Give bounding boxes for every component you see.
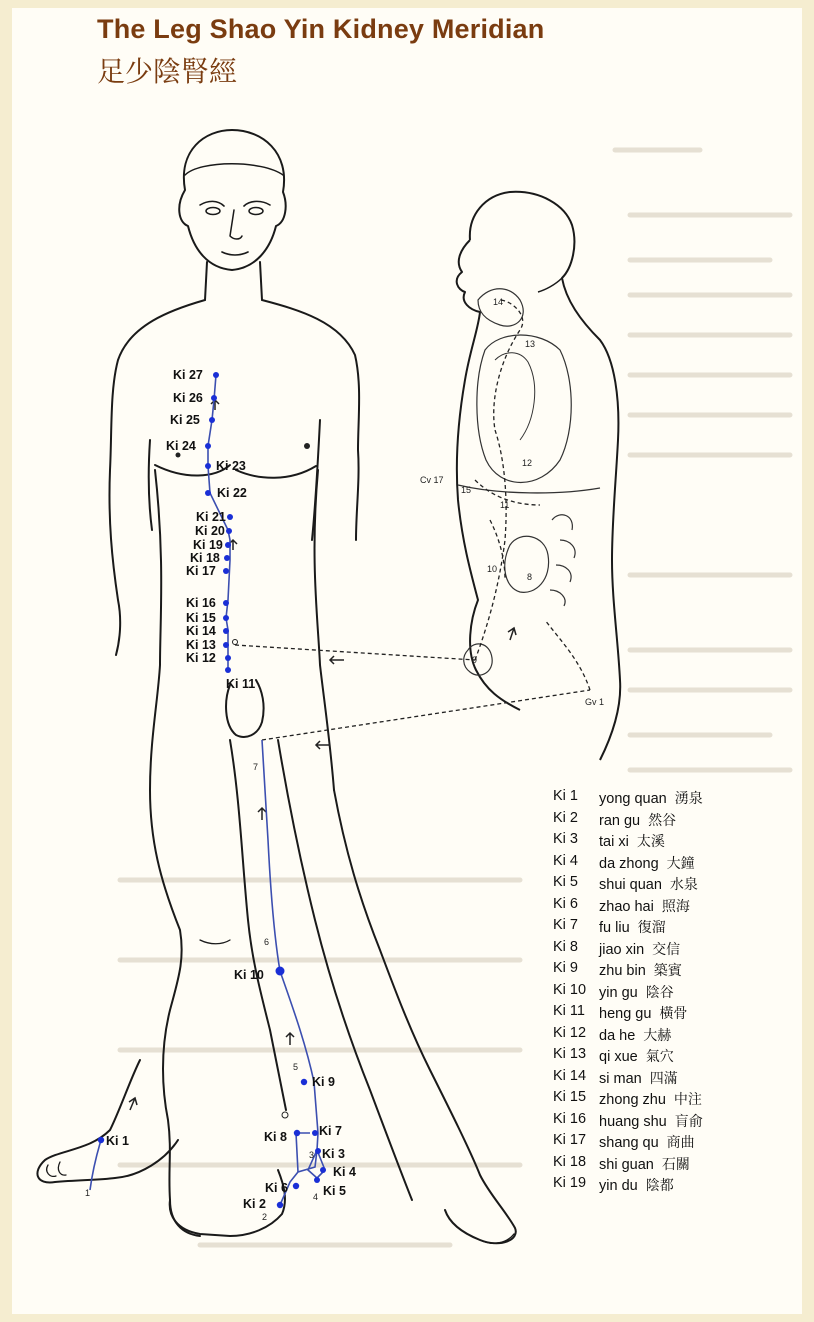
label-ki4: Ki 4 — [333, 1165, 356, 1179]
legend-pinyin: zhao hai — [599, 898, 654, 915]
legend-pinyin: tai xi — [599, 834, 629, 850]
legend-code: Ki 9 — [553, 960, 578, 976]
legend-pinyin-group — [599, 831, 665, 851]
legend-pinyin: yin gu — [599, 984, 638, 1001]
pathway-number: 10 — [487, 564, 498, 574]
gv1-label: Gv 1 — [585, 697, 605, 707]
label-ki10: Ki 10 — [234, 968, 264, 982]
legend-pinyin: shang qu — [599, 1135, 659, 1151]
label-ki11: Ki 11 — [226, 677, 256, 691]
meridian-point — [293, 1183, 299, 1189]
pathway-number: 4 — [313, 1192, 319, 1202]
legend-chinese: 四滿 — [649, 1070, 678, 1087]
legend-code: Ki 14 — [553, 1067, 587, 1084]
background-text-ghost — [120, 150, 790, 1245]
meridian-point — [205, 443, 211, 449]
pathway-number: 2 — [262, 1212, 268, 1222]
point-labels — [106, 368, 356, 1211]
meridian-point — [205, 463, 211, 469]
label-ki12: Ki 12 — [186, 651, 216, 665]
legend-chinese: 交信 — [652, 941, 681, 958]
legend-pinyin: zhu bin — [599, 963, 646, 979]
meridian-point — [277, 1202, 283, 1208]
label-ki14: Ki 14 — [186, 624, 216, 638]
legend-chinese: 照海 — [661, 898, 690, 915]
legend-pinyin: si man — [599, 1070, 642, 1087]
pathway-number: 6 — [264, 937, 270, 947]
legend-pinyin-group — [599, 874, 698, 894]
internal-pathway-dashed — [235, 300, 590, 740]
legend-chinese: 肓俞 — [674, 1113, 703, 1130]
label-ki9: Ki 9 — [312, 1075, 335, 1089]
legend-pinyin: fu liu — [599, 920, 630, 936]
label-ki5: Ki 5 — [323, 1184, 346, 1198]
label-ki25: Ki 25 — [170, 413, 200, 427]
legend-pinyin: da he — [599, 1027, 636, 1044]
legend-chinese: 橫骨 — [659, 1006, 688, 1022]
pathway-number: 7 — [253, 762, 259, 772]
legend-chinese: 陰都 — [645, 1178, 674, 1194]
meridian-point — [213, 372, 219, 378]
legend-chinese: 大鐘 — [666, 855, 695, 872]
legend-pinyin-group — [599, 1132, 695, 1152]
meridian-point — [301, 1079, 307, 1085]
legend-pinyin: yin du — [599, 1178, 638, 1194]
label-ki24: Ki 24 — [166, 439, 196, 453]
legend-pinyin: shi guan — [599, 1156, 654, 1173]
legend-pinyin: huang shu — [599, 1113, 667, 1130]
legend-code: Ki 7 — [553, 917, 578, 933]
pathway-number: 15 — [461, 485, 472, 495]
label-ki17: Ki 17 — [186, 564, 216, 578]
legend-pinyin-group — [599, 1025, 671, 1045]
label-ki7: Ki 7 — [319, 1124, 342, 1138]
label-ki18: Ki 18 — [190, 551, 220, 565]
pathway-number: 1 — [85, 1188, 91, 1198]
legend-pinyin-group — [599, 982, 674, 1002]
legend-pinyin: qi xue — [599, 1049, 638, 1065]
meridian-point — [224, 555, 230, 561]
legend-chinese: 然谷 — [648, 812, 677, 829]
pathway-number: 12 — [522, 458, 533, 468]
legend-pinyin: yong quan — [599, 791, 667, 807]
pathway-number: 11 — [500, 500, 510, 510]
pathway-number: 9 — [472, 655, 478, 665]
legend-code: Ki 4 — [553, 852, 578, 869]
legend-pinyin: heng gu — [599, 1006, 652, 1022]
label-ki22: Ki 22 — [217, 486, 247, 500]
legend-pinyin-group — [599, 1068, 678, 1088]
legend-code: Ki 11 — [553, 1003, 585, 1019]
legend-pinyin-group — [599, 1046, 674, 1066]
meridian-point — [205, 490, 211, 496]
pathway-number: 14 — [493, 297, 504, 307]
label-ki19: Ki 19 — [193, 538, 223, 552]
legend-pinyin-group — [599, 939, 680, 959]
legend-chinese: 陰谷 — [645, 984, 674, 1001]
legend-chinese: 築賓 — [653, 963, 682, 979]
legend-pinyin: da zhong — [599, 855, 659, 872]
legend-pinyin-group — [599, 1175, 674, 1195]
meridian-point — [315, 1148, 321, 1154]
meridian-point — [226, 528, 232, 534]
legend-pinyin-group — [599, 810, 676, 830]
meridian-point — [225, 542, 231, 548]
pathway-number: 5 — [293, 1062, 299, 1072]
label-ki21: Ki 21 — [196, 510, 226, 524]
meridian-point — [227, 514, 233, 520]
legend-code: Ki 17 — [553, 1132, 587, 1148]
label-ki2: Ki 2 — [243, 1197, 266, 1211]
meridian-point — [320, 1167, 326, 1173]
cv17-label: Cv 17 — [420, 475, 444, 485]
meridian-line — [90, 375, 325, 1205]
legend-pinyin: shui quan — [599, 877, 662, 893]
label-ki1: Ki 1 — [106, 1134, 129, 1148]
label-ki15: Ki 15 — [186, 611, 216, 625]
legend-code: Ki 6 — [553, 895, 578, 912]
legend-pinyin: ran gu — [599, 812, 641, 829]
front-body-outline — [37, 130, 515, 1243]
meridian-point — [223, 600, 229, 606]
legend-code: Ki 18 — [553, 1153, 587, 1170]
legend-pinyin-group — [599, 853, 695, 873]
legend-pinyin: zhong zhu — [599, 1092, 666, 1108]
legend-pinyin-group — [599, 896, 690, 916]
pathway-number: 8 — [527, 572, 533, 582]
legend-pinyin-group — [599, 1154, 690, 1174]
legend-chinese: 太溪 — [636, 834, 665, 850]
legend-chinese: 復溜 — [637, 920, 666, 936]
meridian-point — [225, 667, 231, 673]
legend-code: Ki 10 — [553, 981, 587, 998]
legend-code: Ki 19 — [553, 1175, 587, 1191]
legend-chinese: 中注 — [673, 1092, 702, 1108]
meridian-point — [209, 417, 215, 423]
legend-code: Ki 5 — [553, 874, 578, 890]
legend-pinyin-group — [599, 960, 682, 980]
label-ki23: Ki 23 — [216, 459, 246, 473]
legend-chinese: 石關 — [661, 1156, 690, 1173]
meridian-point — [294, 1130, 300, 1136]
meridian-point — [223, 568, 229, 574]
legend-code: Ki 13 — [553, 1046, 587, 1062]
legend-code: Ki 2 — [553, 809, 578, 826]
legend-code: Ki 1 — [553, 788, 578, 804]
meridian-point — [223, 628, 229, 634]
legend-chinese: 大赫 — [643, 1027, 672, 1044]
pathway-number: 3 — [309, 1150, 315, 1160]
legend-code: Ki 8 — [553, 938, 578, 955]
legend-pinyin: jiao xin — [599, 941, 645, 958]
legend-code: Ki 3 — [553, 831, 578, 847]
meridian-point — [98, 1137, 104, 1143]
meridian-point — [223, 642, 229, 648]
meridian-point — [314, 1177, 320, 1183]
legend-pinyin-group — [599, 1003, 687, 1023]
meridian-point — [225, 655, 231, 661]
label-ki13: Ki 13 — [186, 638, 216, 652]
legend-chinese: 湧泉 — [674, 791, 703, 807]
label-ki26: Ki 26 — [173, 391, 203, 405]
legend-code: Ki 15 — [553, 1089, 587, 1105]
label-ki3: Ki 3 — [322, 1147, 345, 1161]
legend-pinyin-group — [599, 1111, 703, 1131]
legend-chinese: 氣穴 — [645, 1049, 674, 1065]
meridian-point — [276, 967, 285, 976]
legend-chinese: 商曲 — [666, 1135, 695, 1151]
label-ki20: Ki 20 — [195, 524, 225, 538]
meridian-point — [211, 395, 217, 401]
legend-pinyin-group — [599, 1089, 702, 1109]
legend-pinyin-group — [599, 788, 703, 808]
legend-chinese: 水泉 — [669, 877, 698, 893]
label-ki6: Ki 6 — [265, 1181, 288, 1195]
pathway-number: 13 — [525, 339, 536, 349]
label-ki16: Ki 16 — [186, 596, 216, 610]
title-english: The Leg Shao Yin Kidney Meridian — [97, 14, 545, 44]
legend-code: Ki 16 — [553, 1110, 587, 1127]
label-ki27: Ki 27 — [173, 368, 203, 382]
legend-pinyin-group — [599, 917, 666, 937]
meridian-point — [223, 615, 229, 621]
label-ki8: Ki 8 — [264, 1130, 287, 1144]
title-chinese: 足少陰腎經 — [97, 55, 238, 88]
legend-code: Ki 12 — [553, 1024, 587, 1041]
meridian-point — [312, 1130, 318, 1136]
